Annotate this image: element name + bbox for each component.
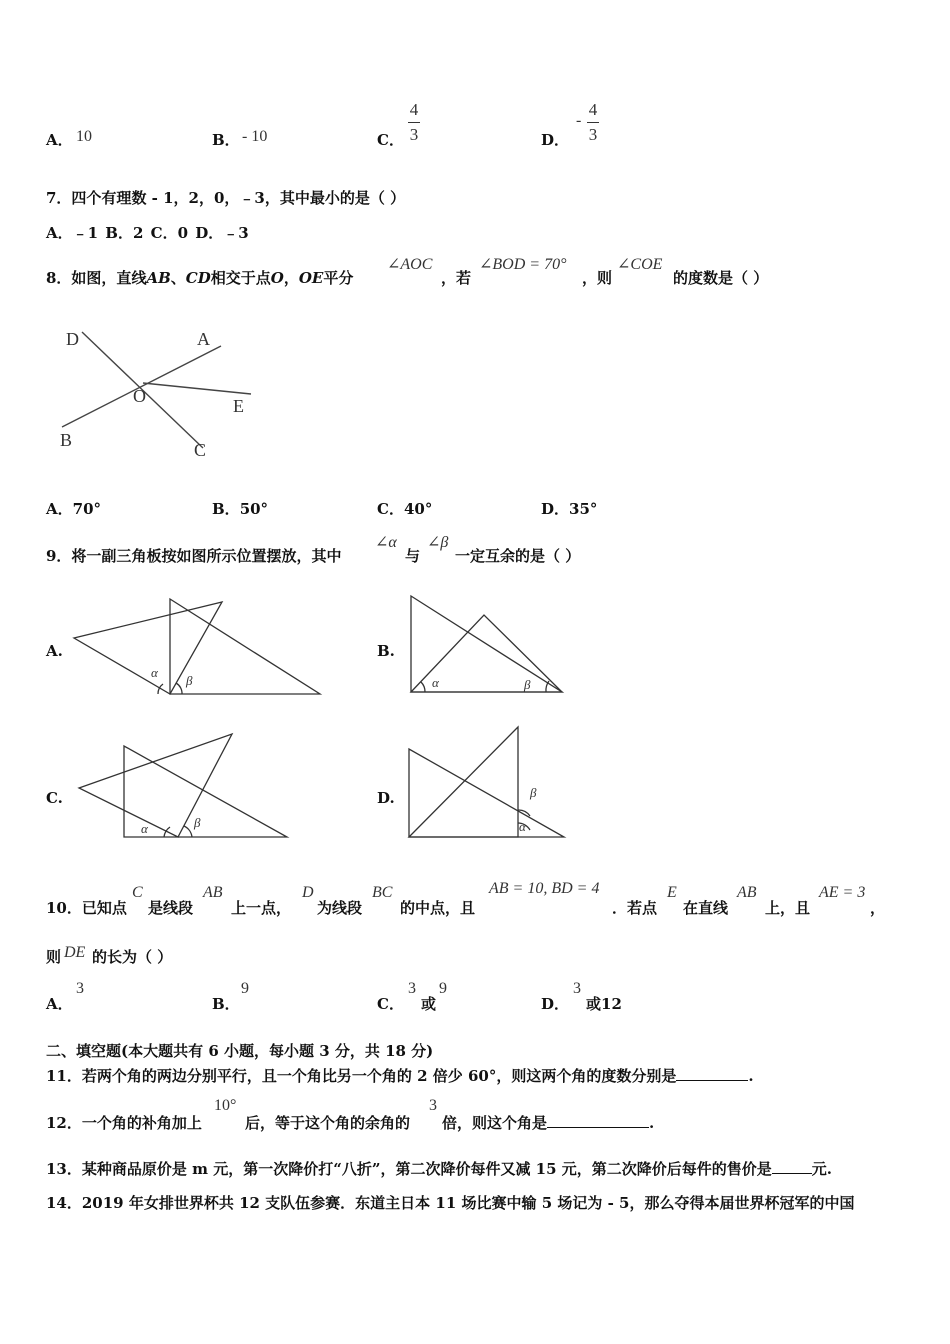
q9-stem-a: 9．将一副三角板按如图所示位置摆放，其中 xyxy=(46,547,342,565)
q8-line-ab: AB xyxy=(146,269,171,287)
q10-line2-a: 则 xyxy=(46,948,62,966)
q10-option-d-or: 或12 xyxy=(586,995,622,1013)
q10-text-4: 为线段 xyxy=(317,899,363,917)
q8-stem-e: ，则 xyxy=(582,269,613,287)
q10-option-c-value: 3 xyxy=(408,980,416,997)
q8-label-d: D xyxy=(66,329,79,349)
q9-option-c-label: C. xyxy=(46,789,63,807)
q10-option-b-label: B． xyxy=(212,995,240,1013)
q9-a-beta: β xyxy=(186,673,193,688)
q10-math-ab2: AB xyxy=(737,884,757,901)
q10-math-e: E xyxy=(667,884,677,901)
q6-option-a-value: 10 xyxy=(76,128,92,145)
q8-math-bod: ∠BOD = 70° xyxy=(479,256,567,273)
q10-math-d: D xyxy=(302,884,314,901)
q9-math-alpha: ∠α xyxy=(375,534,397,551)
q8-label-e: E xyxy=(233,396,244,416)
q14: 14．2019 年女排世界杯共 12 支队伍参赛．东道主日本 11 场比赛中输 5 场记为 - 5，那么夺得本届世界杯冠军的中国 xyxy=(46,1194,855,1212)
q8-math-coe: ∠COE xyxy=(617,256,663,273)
q6-option-c-label: C． xyxy=(377,131,404,149)
q6-option-c-numerator: 4 xyxy=(409,100,419,119)
q11: 11．若两个角的两边分别平行，且一个角比另一个角的 2 倍少 60°，则这两个角的度数分别是 . xyxy=(46,1067,754,1085)
q6-option-d-denominator: 3 xyxy=(588,125,598,144)
q10-line2-b: 的长为（ ） xyxy=(92,948,173,966)
q10-math-de: DE xyxy=(64,944,86,961)
q11-answer-blank[interactable] xyxy=(676,1066,748,1081)
q13: 13．某种商品原价是 m 元，第一次降价打“八折”，第二次降价每件又减 15 元，第二次降价后每件的售价是 元. xyxy=(46,1160,833,1178)
q10-math-ae: AE = 3 xyxy=(819,884,866,901)
q9-figure-c xyxy=(79,734,287,837)
q8-stem: 8．如图，直线AB、CD相交于点O，OE平分 xyxy=(46,269,354,287)
q9-option-b-label: B. xyxy=(377,642,395,660)
q6-option-a-label: A． xyxy=(46,131,73,149)
q8-stem-f: 的度数是（ ） xyxy=(673,269,769,287)
q12-answer-blank[interactable] xyxy=(547,1113,649,1128)
q12-text-c: 倍，则这个角是 . xyxy=(442,1114,655,1132)
q8-ray-oe: OE xyxy=(298,269,324,287)
q12-math-3: 3 xyxy=(429,1097,437,1114)
q10-option-c-label: C． xyxy=(377,995,404,1013)
q10-option-d-label: D． xyxy=(541,995,570,1013)
q9-d-beta: β xyxy=(530,785,537,800)
q8-math-aoc: ∠AOC xyxy=(387,256,433,273)
q10-text-5: 的中点，且 xyxy=(400,899,476,917)
q10-math-bc: BC xyxy=(372,884,393,901)
q8-line-cd: CD xyxy=(185,269,211,287)
section2-heading: 二、填空题(本大题共有 6 小题，每小题 3 分，共 18 分) xyxy=(46,1042,434,1060)
q9-option-d-label: D. xyxy=(377,789,395,807)
q10-option-a-value: 3 xyxy=(76,980,84,997)
q10-text-9: ， xyxy=(870,899,886,917)
q9-figure-a xyxy=(74,599,320,694)
q9-b-beta: β xyxy=(524,677,531,692)
q10-option-c-value2: 9 xyxy=(439,980,447,997)
q8-label-b: B xyxy=(60,430,73,450)
q10-text-2: 是线段 xyxy=(148,899,194,917)
q8-option-b: B．50° xyxy=(212,500,269,518)
q8-point-o: O xyxy=(270,269,284,287)
q6-option-d-numerator: 4 xyxy=(588,100,598,119)
q7-options: A．﹣1 B．2 C．0 D．﹣3 xyxy=(46,224,249,242)
q6-option-d-sign: - xyxy=(576,112,582,129)
q9-math-beta: ∠β xyxy=(427,534,449,551)
q8-option-d: D．35° xyxy=(541,500,598,518)
q10-text-7: 在直线 xyxy=(683,899,729,917)
q9-b-alpha: α xyxy=(432,675,439,690)
q10-math-ab-bd: AB = 10, BD = 4 xyxy=(489,880,600,897)
q13-answer-blank[interactable] xyxy=(772,1159,812,1174)
q10-math-c: C xyxy=(132,884,143,901)
q8-option-c: C．40° xyxy=(377,500,433,518)
q10-text-3: 上一点， xyxy=(231,899,292,917)
q12-text-b: 后，等于这个角的余角的 xyxy=(245,1114,411,1132)
q10-text-1: 10．已知点 xyxy=(46,899,127,917)
q6-option-b-value: - 10 xyxy=(242,128,268,145)
q7-stem: 7．四个有理数 - 1，2，0，﹣3，其中最小的是（ ） xyxy=(46,189,406,207)
q9-figure-d xyxy=(409,727,564,837)
q8-label-a: A xyxy=(197,329,210,349)
q9-stem-c: 一定互余的是（ ） xyxy=(455,547,581,565)
q8-stem-d: ，若 xyxy=(441,269,472,287)
q9-d-alpha: α xyxy=(519,819,526,834)
q6-option-c-denominator: 3 xyxy=(409,125,419,144)
q10-text-8: 上，且 xyxy=(765,899,811,917)
q10-text-6: ．若点 xyxy=(612,899,658,917)
q9-a-alpha: α xyxy=(151,665,158,680)
q8-label-c: C xyxy=(194,440,207,460)
q10-option-b-value: 9 xyxy=(241,980,249,997)
q9-stem-b: 与 xyxy=(405,547,421,565)
q10-math-ab: AB xyxy=(203,884,223,901)
q6-option-d-label: D． xyxy=(541,131,570,149)
q6-option-b-label: B． xyxy=(212,131,240,149)
q8-option-a: A．70° xyxy=(46,500,102,518)
q9-c-alpha: α xyxy=(141,821,148,836)
q12-math-10deg: 10° xyxy=(214,1097,237,1114)
q10-option-c-or: 或 xyxy=(421,995,437,1013)
q9-c-beta: β xyxy=(194,815,201,830)
q10-option-a-label: A． xyxy=(46,995,73,1013)
q12-text-a: 12．一个角的补角加上 xyxy=(46,1114,202,1132)
q8-label-o: O xyxy=(133,386,146,406)
q9-option-a-label: A. xyxy=(46,642,63,660)
q10-option-d-value: 3 xyxy=(573,980,581,997)
